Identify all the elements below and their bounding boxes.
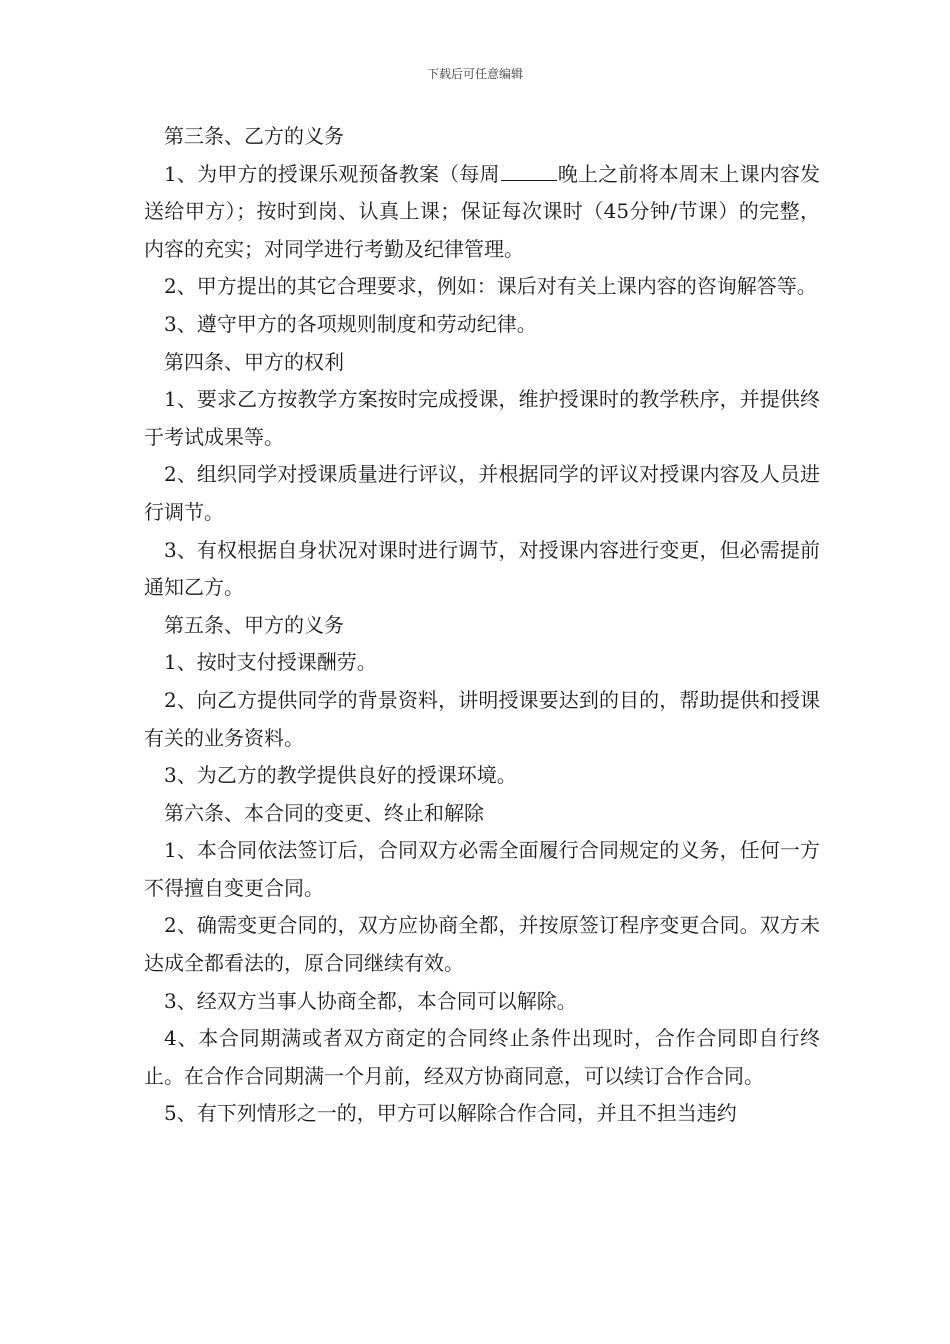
section-heading-6: 第六条、本合同的变更、终止和解除 xyxy=(164,800,484,825)
clause-3-2: 2、甲方提出的其它合理要求，例如：课后对有关上课内容的咨询解答等。 xyxy=(164,274,817,299)
page-header: 下载后可任意编辑 xyxy=(426,67,523,81)
clause-5-3: 3、为乙方的教学提供良好的授课环境。 xyxy=(164,763,517,788)
fill-in-blank[interactable] xyxy=(501,160,557,181)
document-body xyxy=(144,118,820,1133)
clause-4-2: 2、组织同学对授课质量进行评议，并根据同学的评议对授课内容及人员进行调节。 xyxy=(144,462,820,524)
clause-3-1-text-a: 1、为甲方的授课乐观预备教案（每周 xyxy=(164,161,500,186)
clause-5-1: 1、按时支付授课酬劳。 xyxy=(164,650,377,675)
section-heading-4: 第四条、甲方的权利 xyxy=(164,349,344,374)
clause-4-3: 3、有权根据自身状况对课时进行调节，对授课内容进行变更，但必需提前通知乙方。 xyxy=(144,537,820,600)
clause-6-1: 1、本合同依法签订后，合同双方必需全面履行合同规定的义务，任何一方不得擅自变更合同。 xyxy=(144,838,820,900)
clause-6-2: 2、确需变更合同的，双方应协商全都，并按原签订程序变更合同。双方未达成全都看法的，原合同继续有效。 xyxy=(144,913,820,976)
clause-3-1-text-b: 晚上之前将本周末上课内容发送给甲方）；按时到岗、认真上课；保证每次课时（45分钟/节课）的完整，内容的充实；对同学进行考勤及纪律管理。 xyxy=(144,161,821,261)
clause-3-1 xyxy=(144,156,820,269)
section-heading-5: 第五条、甲方的义务 xyxy=(164,612,344,637)
clause-6-3: 3、经双方当事人协商全都，本合同可以解除。 xyxy=(164,988,577,1013)
clause-5-2: 2、向乙方提供同学的背景资料，讲明授课要达到的目的，帮助提供和授课有关的业务资料。 xyxy=(144,687,820,750)
clause-6-5: 5、有下列情形之一的，甲方可以解除合作合同，并且不担当违约 xyxy=(164,1101,737,1126)
clause-3-3: 3、遵守甲方的各项规则制度和劳动纪律。 xyxy=(164,311,537,336)
clause-4-1: 1、要求乙方按教学方案按时完成授课，维护授课时的教学秩序，并提供终于考试成果等。 xyxy=(144,387,820,449)
clause-6-4: 4、本合同期满或者双方商定的合同终止条件出现时，合作合同即自行终止。在合作合同期满一个月前，经双方协商同意，可以续订合作合同。 xyxy=(144,1026,820,1088)
section-heading-3: 第三条、乙方的义务 xyxy=(164,124,344,148)
